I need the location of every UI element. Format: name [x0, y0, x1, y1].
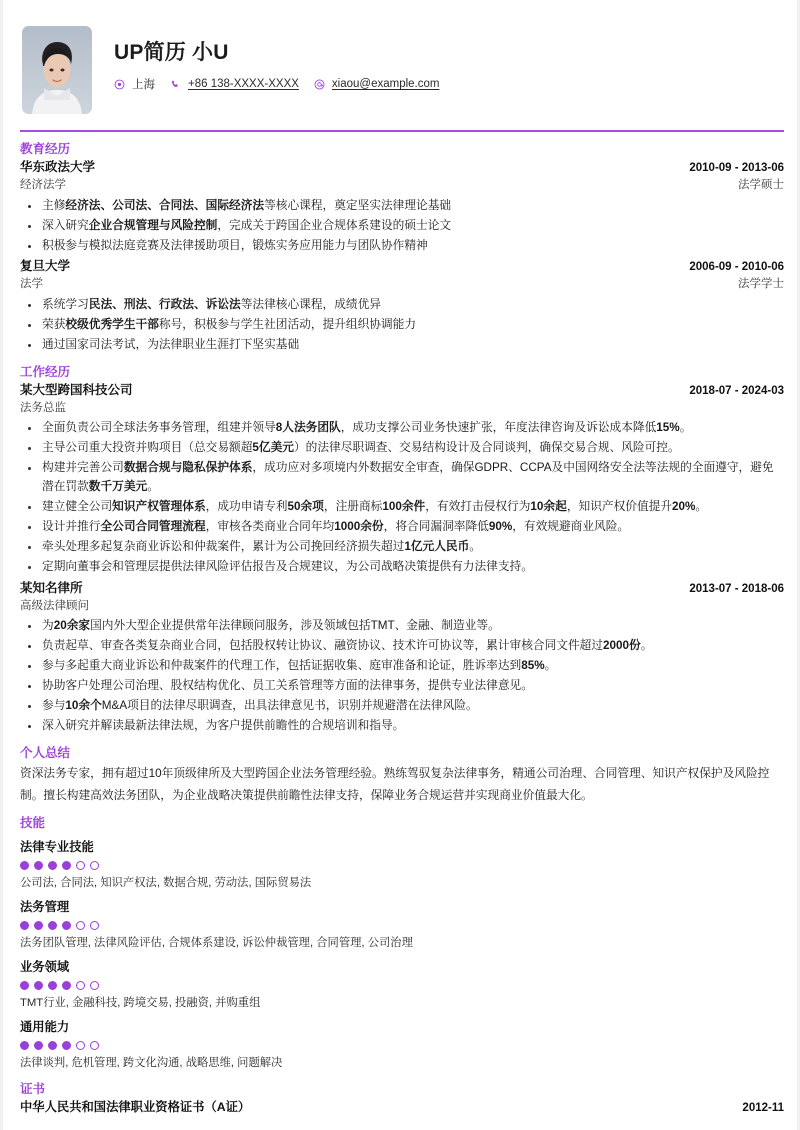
skill-dot: [62, 981, 71, 990]
skill-dot: [20, 1041, 29, 1050]
entry-head-row: [20, 381, 784, 400]
entry-sub-row: [20, 598, 784, 615]
bullet-item: 定期向董事会和管理层提供法律风险评估报告及合规建议，为公司战略决策提供有力法律支持。: [20, 558, 784, 577]
entry-date: 2006-09 - 2010-06: [689, 261, 784, 274]
portrait-photo-icon: [22, 26, 92, 114]
bullet-item: 参与多起重大商业诉讼和仲裁案件的代理工作，包括证据收集、庭审准备和论证，胜诉率达到85%。: [20, 657, 784, 676]
skill-dot: [90, 861, 99, 870]
entry-degree: 法学学士: [738, 278, 784, 291]
entry-organization: 复旦大学: [20, 259, 71, 274]
certificate-name: 中华人民共和国法律职业资格证书（A证）: [20, 1099, 251, 1114]
header-divider: [20, 130, 784, 132]
bullet-item: 协助客户处理公司治理、股权结构优化、员工关系管理等方面的法律事务，提供专业法律意见。: [20, 677, 784, 696]
bullet-item: 主导公司重大投资并购项目（总交易额超5亿美元）的法律尽职调查、交易结构设计及合同谈判，确保交易合规、风险可控。: [20, 439, 784, 458]
skill-dot: [90, 921, 99, 930]
skill-dot: [76, 861, 85, 870]
skill-block: [20, 839, 784, 892]
skill-dot: [76, 1041, 85, 1050]
bullet-list: [20, 419, 784, 577]
skill-block: [20, 1019, 784, 1072]
skill-rating: [20, 981, 784, 990]
entry-organization: 华东政法大学: [20, 160, 96, 175]
entry-head-row: [20, 257, 784, 276]
page-title: UP简历 小U: [114, 41, 229, 64]
email-icon: [314, 79, 325, 90]
entry-subtitle: 法学: [20, 278, 43, 291]
entry-date: 2018-07 - 2024-03: [689, 384, 784, 397]
section-skills: [14, 815, 786, 1072]
entry-subtitle: 高级法律顾问: [20, 599, 89, 612]
bullet-list: [20, 617, 784, 736]
section-title-education: 教育经历: [20, 142, 71, 156]
bullet-item: 全面负责公司全球法务事务管理，组建并领导8人法务团队，成功支撑公司业务快速扩张，年度法律咨询及诉讼成本降低15%。: [20, 419, 784, 438]
skill-block: [20, 899, 784, 952]
skill-dot: [20, 921, 29, 930]
section-title-certificates: 证书: [20, 1082, 46, 1097]
header-text: [114, 26, 449, 92]
bullet-item: 深入研究并解读最新法律法规，为客户提供前瞻性的合规培训和指导。: [20, 717, 784, 736]
bullet-list: [20, 296, 784, 355]
bullet-item: 系统学习民法、刑法、行政法、诉讼法等法律核心课程，成绩优异: [20, 296, 784, 315]
entry-date: 2010-09 - 2013-06: [689, 162, 784, 175]
entry-subtitle: 经济法学: [20, 178, 66, 191]
bullet-item: 建立健全公司知识产权管理体系，成功申请专利50余项，注册商标100余件，有效打击侵权行为10余起，知识产权价值提升20%。: [20, 498, 784, 517]
skill-keywords: TMT行业, 金融科技, 跨境交易, 投融资, 并购重组: [20, 997, 261, 1010]
skill-dot: [48, 1041, 57, 1050]
skill-dot: [48, 921, 57, 930]
entry-head-row: [20, 158, 784, 177]
bullet-item: 设计并推行全公司合同管理流程，审核各类商业合同年均1000余份，将合同漏洞率降低90%，有效规避商业风险。: [20, 518, 784, 537]
entry-subtitle: 法务总监: [20, 401, 66, 414]
skill-dot: [62, 921, 71, 930]
section-work: [14, 364, 786, 736]
entry-sub-row: [20, 177, 784, 194]
skill-keywords: 公司法, 合同法, 知识产权法, 数据合规, 劳动法, 国际贸易法: [20, 876, 312, 889]
location-pin-icon: [114, 79, 125, 90]
skill-dot: [20, 981, 29, 990]
skill-dot: [48, 981, 57, 990]
entry-head-row: [20, 579, 784, 598]
bullet-list: [20, 197, 784, 256]
experience-entry: [20, 579, 784, 736]
bullet-item: 深入研究企业合规管理与风险控制，完成关于跨国企业合规体系建设的硕士论文: [20, 217, 784, 236]
experience-entry: [20, 381, 784, 577]
skill-dot: [76, 921, 85, 930]
skill-name: 法务管理: [20, 899, 70, 914]
entry-date: 2013-07 - 2018-06: [689, 582, 784, 595]
certificate-row: [20, 1099, 784, 1117]
section-certificates: [14, 1081, 786, 1116]
skill-dot: [48, 861, 57, 870]
skill-list: [20, 839, 784, 1073]
skill-rating: [20, 861, 784, 870]
entry-organization: 某知名律所: [20, 580, 83, 595]
bullet-item: 为20余家国内外大型企业提供常年法律顾问服务，涉及领域包括TMT、金融、制造业等。: [20, 617, 784, 636]
bullet-item: 积极参与模拟法庭竞赛及法律援助项目，锻炼实务应用能力与团队协作精神: [20, 237, 784, 256]
section-title-work: 工作经历: [20, 364, 71, 379]
skill-dot: [76, 981, 85, 990]
entry-sub-row: [20, 276, 784, 293]
skill-dot: [20, 861, 29, 870]
location-value: 上海: [132, 79, 155, 92]
avatar: [22, 26, 92, 114]
skill-rating: [20, 921, 784, 930]
skill-name: 法律专业技能: [20, 839, 94, 854]
skill-name: 通用能力: [20, 1020, 70, 1035]
skill-dot: [62, 861, 71, 870]
entry-organization: 某大型跨国科技公司: [20, 382, 133, 397]
education-entries: [20, 158, 784, 354]
skill-dot: [34, 981, 43, 990]
certificate-date: 2012-11: [742, 1101, 784, 1114]
skill-dot: [62, 1041, 71, 1050]
work-entries: [20, 381, 784, 736]
bullet-item: 参与10余个M&A项目的法律尽职调查，出具法律意见书，识别并规避潜在法律风险。: [20, 697, 784, 716]
section-title-summary: 个人总结: [20, 745, 71, 760]
skill-keywords: 法律谈判, 危机管理, 跨文化沟通, 战略思维, 问题解决: [20, 1057, 283, 1070]
contact-row: [114, 76, 449, 92]
phone-value[interactable]: +86 138-XXXX-XXXX: [188, 78, 299, 91]
bullet-item: 荣获校级优秀学生干部称号，积极参与学生社团活动，提升组织协调能力: [20, 316, 784, 335]
bullet-item: 牵头处理多起复杂商业诉讼和仲裁案件，累计为公司挽回经济损失超过1亿元人民币。: [20, 538, 784, 557]
skill-dot: [34, 921, 43, 930]
entry-sub-row: [20, 400, 784, 417]
experience-entry: [20, 158, 784, 255]
bullet-item: 主修经济法、公司法、合同法、国际经济法等核心课程，奠定坚实法律理论基础: [20, 197, 784, 216]
email-value[interactable]: xiaou@example.com: [331, 78, 440, 91]
skill-dot: [90, 981, 99, 990]
skill-dot: [34, 861, 43, 870]
bullet-item: 构建并完善公司数据合规与隐私保护体系，成功应对多项境内外数据安全审查，确保GDPR、CCPA及中国网络安全法等法规的全面遵守，避免潜在罚款数千万美元。: [20, 459, 784, 497]
skill-rating: [20, 1041, 784, 1050]
skill-dot: [34, 1041, 43, 1050]
skill-name: 业务领域: [20, 960, 70, 974]
certificate-list: [20, 1099, 784, 1117]
entry-degree: 法学硕士: [738, 178, 784, 191]
section-title-skills: 技能: [20, 816, 46, 831]
skill-dot: [90, 1041, 99, 1050]
skill-block: [20, 959, 784, 1012]
experience-entry: [20, 257, 784, 354]
skill-keywords: 法务团队管理, 法律风险评估, 合规体系建设, 诉讼仲裁管理, 合同管理, 公司治理: [20, 937, 413, 950]
bullet-item: 负责起草、审查各类复杂商业合同，包括股权转让协议、融资协议、技术许可协议等，累计审核合同文件超过2000份。: [20, 637, 784, 656]
section-summary: [14, 745, 786, 807]
phone-icon: [170, 79, 181, 90]
resume-header: [14, 0, 786, 130]
summary-text: 资深法务专家，拥有超过10年顶级律所及大型跨国企业法务管理经验。熟练驾驭复杂法律事务，精通公司治理、合同管理、知识产权保护及风险控制。擅长构建高效法务团队，为企业战略决策提供前瞻性法律支持，保障业务合规运营并实现商业价值最大化。: [20, 767, 770, 802]
bullet-item: 通过国家司法考试，为法律职业生涯打下坚实基础: [20, 336, 784, 355]
section-education: [14, 141, 786, 355]
